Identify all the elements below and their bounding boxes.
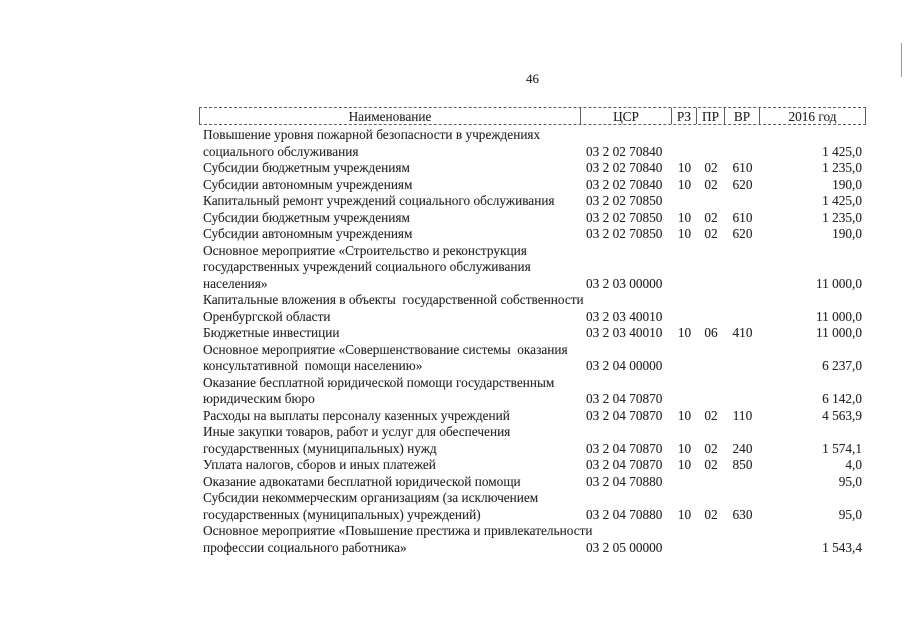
cell-pr: 02	[704, 407, 718, 423]
cell-vr: 410	[732, 325, 753, 340]
cell-rz: 10	[677, 209, 692, 225]
cell-amount: 1 235,0	[822, 160, 862, 175]
cell-name: Основное мероприятие «Повышение престижа и привлекательности профессии социального работника»	[203, 523, 593, 555]
table-row	[199, 177, 866, 194]
cell-name: Субсидии бюджетным учреждениям	[203, 160, 410, 175]
cell-amount: 95,0	[838, 506, 862, 522]
cell-csr: 03 2 03 40010	[586, 308, 663, 324]
cell-vr: 630	[732, 506, 753, 522]
cell-amount: 1 425,0	[822, 143, 862, 159]
cell-rz: 10	[677, 457, 692, 472]
cell-csr: 03 2 02 70850	[586, 209, 663, 225]
column-header-csr: ЦСР	[581, 108, 672, 124]
cell-name: Уплата налогов, сборов и иных платежей	[203, 457, 436, 472]
cell-amount: 6 142,0	[822, 391, 862, 406]
table-header-row	[199, 107, 866, 125]
column-header-rz: РЗ	[672, 108, 697, 124]
cell-csr: 03 2 03 00000	[586, 275, 663, 291]
budget-table	[199, 107, 866, 556]
cell-vr: 240	[732, 440, 753, 456]
cell-name: Расходы на выплаты персоналу казенных учреждений	[203, 407, 510, 423]
table-row	[199, 375, 866, 408]
cell-csr: 03 2 04 70870	[586, 457, 663, 472]
table-row	[199, 160, 866, 177]
cell-rz: 10	[677, 407, 692, 423]
table-row	[199, 490, 866, 523]
table-row	[199, 325, 866, 342]
cell-name: Капитальный ремонт учреждений социального обслуживания	[203, 193, 555, 208]
cell-csr: 03 2 02 70840	[586, 143, 663, 159]
table-row	[199, 127, 866, 160]
table-row	[199, 226, 866, 243]
cell-csr: 03 2 02 70840	[586, 176, 663, 192]
cell-name: Субсидии бюджетным учреждениям	[203, 209, 410, 225]
table-row	[199, 474, 866, 491]
cell-rz: 10	[677, 325, 692, 340]
cell-amount: 190,0	[832, 176, 862, 192]
cell-amount: 11 000,0	[815, 325, 862, 340]
cell-amount: 6 237,0	[822, 358, 862, 373]
cell-rz: 10	[677, 226, 692, 241]
cell-vr: 850	[732, 457, 753, 472]
scan-artifact-line	[901, 43, 902, 77]
cell-amount: 11 000,0	[815, 308, 862, 324]
cell-csr: 03 2 04 00000	[586, 358, 663, 373]
cell-vr: 610	[732, 209, 753, 225]
cell-name: Основное мероприятие «Строительство и реконструкция государственных учреждений социального обслуживания населения»	[203, 242, 531, 291]
table-row	[199, 408, 866, 425]
table-row	[199, 243, 866, 293]
cell-pr: 02	[704, 457, 718, 472]
cell-csr: 03 2 04 70880	[586, 473, 663, 489]
cell-pr: 02	[704, 226, 718, 241]
cell-pr: 02	[704, 176, 718, 192]
cell-csr: 03 2 04 70870	[586, 407, 663, 423]
cell-name: Основное мероприятие «Совершенствование системы оказания консультативной помощи населению»	[203, 341, 568, 373]
cell-amount: 190,0	[832, 226, 862, 241]
cell-pr: 02	[704, 506, 718, 522]
cell-amount: 1 543,4	[822, 539, 862, 555]
cell-vr: 610	[732, 160, 753, 175]
table-row	[199, 424, 866, 457]
cell-vr: 620	[732, 226, 753, 241]
table-row	[199, 457, 866, 474]
cell-pr: 02	[704, 209, 718, 225]
cell-amount: 1 425,0	[822, 193, 862, 208]
cell-name: Бюджетные инвестиции	[203, 325, 340, 340]
cell-amount: 95,0	[838, 473, 862, 489]
cell-csr: 03 2 03 40010	[586, 325, 663, 340]
table-row	[199, 342, 866, 375]
table-row	[199, 193, 866, 210]
table-body	[199, 127, 866, 556]
cell-name: Оказание адвокатами бесплатной юридической помощи	[203, 473, 521, 489]
cell-name: Капитальные вложения в объекты государственной собственности Оренбургской области	[203, 292, 584, 324]
cell-vr: 110	[732, 407, 753, 423]
cell-amount: 1 574,1	[822, 440, 862, 456]
cell-csr: 03 2 02 70850	[586, 193, 663, 208]
cell-pr: 02	[704, 160, 718, 175]
column-header-pr: ПР	[697, 108, 725, 124]
cell-name: Субсидии автономным учреждениям	[203, 176, 413, 192]
cell-name: Оказание бесплатной юридической помощи государственным юридическим бюро	[203, 374, 555, 406]
cell-amount: 4 563,9	[822, 407, 862, 423]
column-header-vr: ВР	[725, 108, 760, 124]
cell-rz: 10	[677, 176, 692, 192]
cell-amount: 1 235,0	[822, 209, 862, 225]
cell-rz: 10	[677, 506, 692, 522]
cell-name: Субсидии автономным учреждениям	[203, 226, 413, 241]
cell-pr: 06	[704, 325, 718, 340]
cell-csr: 03 2 04 70870	[586, 440, 663, 456]
cell-rz: 10	[677, 440, 692, 456]
cell-name: Повышение уровня пожарной безопасности в учреждениях социального обслуживания	[203, 127, 541, 159]
page-number: 46	[526, 71, 539, 86]
cell-csr: 03 2 02 70850	[586, 226, 663, 241]
column-header-name: Наименование	[200, 108, 581, 124]
cell-amount: 11 000,0	[815, 275, 862, 291]
cell-csr: 03 2 05 00000	[586, 539, 663, 555]
cell-name: Иные закупки товаров, работ и услуг для обеспечения государственных (муниципальных) нужд	[203, 424, 511, 456]
cell-amount: 4,0	[845, 457, 862, 472]
cell-csr: 03 2 04 70880	[586, 506, 663, 522]
cell-vr: 620	[732, 176, 753, 192]
cell-csr: 03 2 04 70870	[586, 391, 663, 406]
cell-rz: 10	[677, 160, 692, 175]
cell-pr: 02	[704, 440, 718, 456]
table-row	[199, 523, 866, 556]
column-header-2016: 2016 год	[788, 109, 837, 124]
table-row	[199, 210, 866, 227]
table-row	[199, 292, 866, 325]
cell-name: Субсидии некоммерческим организациям (за исключением государственных (муниципальных) учреждений)	[203, 490, 539, 522]
cell-csr: 03 2 02 70840	[586, 160, 663, 175]
